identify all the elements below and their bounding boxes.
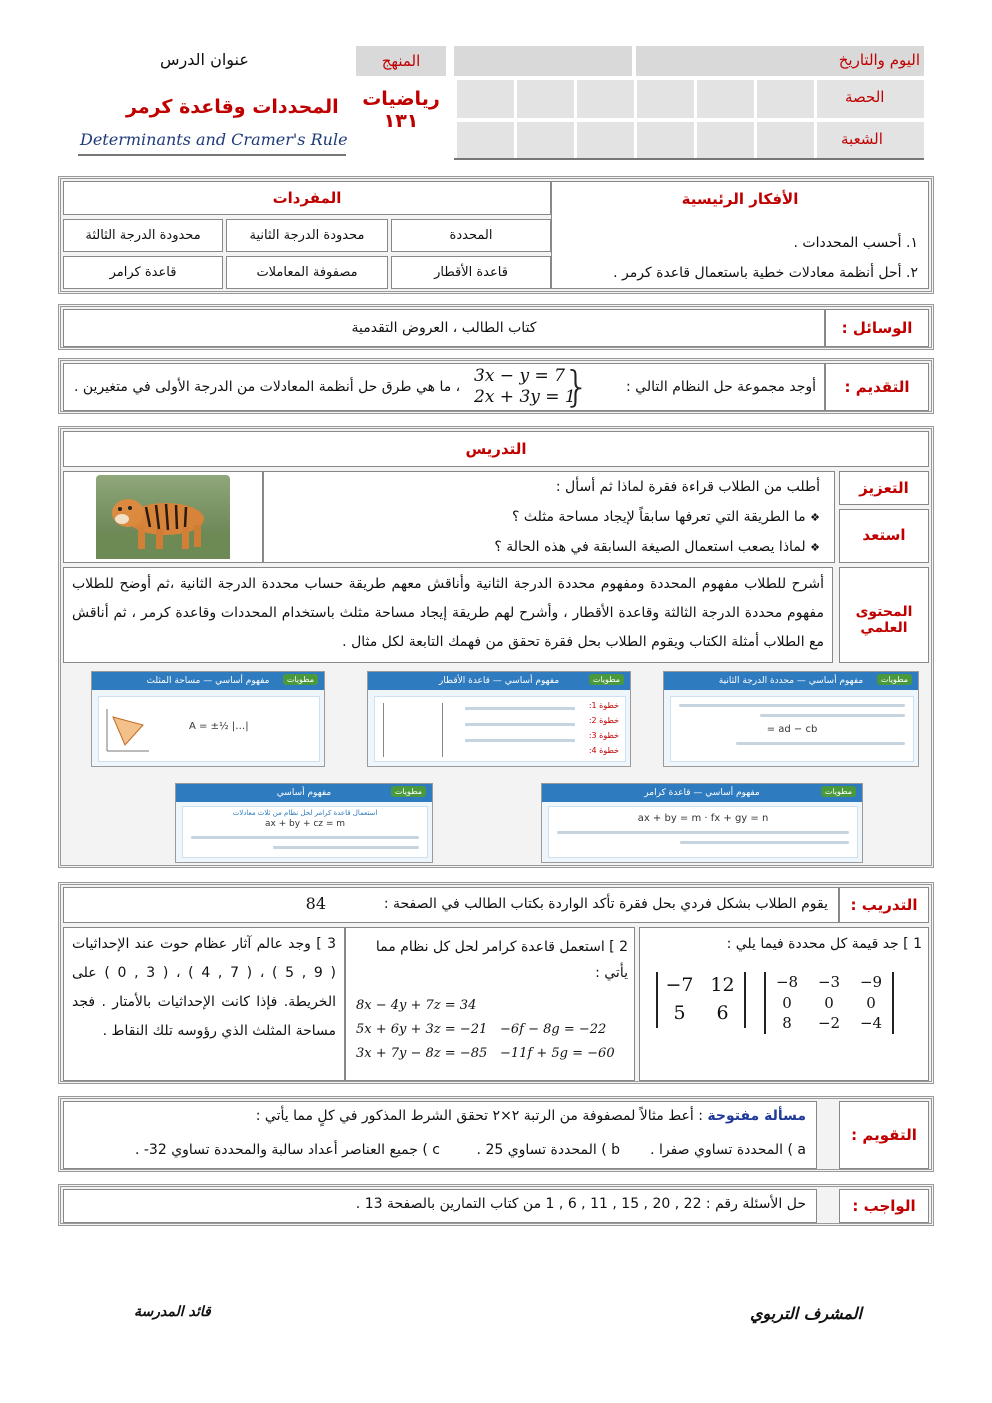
thumbnail-step: خطوة 2: — [588, 716, 619, 725]
sys-a-eq: 5x + 6y + 3z = −21 — [356, 1022, 488, 1037]
question-2-text: لماذا يصعب استعمال الصيغة السابقة في هذه الحالة ؟ — [494, 539, 806, 555]
day-date-cell — [636, 46, 924, 76]
reinforce-text-box — [263, 471, 835, 563]
content-label-box — [839, 567, 929, 663]
section-label-cell — [814, 122, 924, 158]
concept-thumbnail: مفهوم أساسي — قاعدة كرامر مطويات ax + by = m · fx + gy = n — [541, 783, 863, 863]
intro-section — [58, 358, 934, 414]
thumbnail-subtitle: استعمال قاعدة كرامر لحل نظام من ثلاث معادلات — [232, 809, 378, 817]
thumbnail-formula: A = ±½ |…| — [189, 721, 249, 732]
q1-title: 1 ] جد قيمة كل محددة فيما يلي : — [726, 936, 922, 952]
thumbnail-formula: ax + by = m · fx + gy = n — [637, 813, 769, 824]
thumbnail-title: مفهوم أساسي — [504, 676, 560, 686]
lesson-title-en: Determinants and Cramer's Rule — [80, 130, 348, 149]
tools-section — [58, 304, 934, 350]
tools-label-box — [825, 309, 929, 347]
ready-label: استعد — [862, 526, 906, 544]
homework-text: حل الأسئلة رقم : 22 , 20 , 15 , 11 , 6 , 1 من كتاب التمارين بالصفحة 13 . — [355, 1196, 806, 1212]
vocab-term: قاعدة كرامر — [63, 256, 223, 289]
thumbnail-subtitle: قاعدة كرامر — [644, 788, 691, 798]
q2-title: 2 ] استعمل قاعدة كرامر لحل كل نظام مما يأتي : — [375, 939, 628, 981]
q3-text: 3 ] وجد عالم آثار عظام حوت عند الإحداثيات ( 9 , 5 ) ، ( 7 , 4 ) ، ( 3 , 0 ) على الخريطة. فإذا كانت الإحداثيات بالأمتار . فجد مساحة المثلث الذي رؤوسه تلك النقاط . — [72, 936, 336, 1039]
open-q-text: : أعط مثالاً لمصفوفة من الرتبة ٢×٢ تحقق الشرط المذكور في كلٍ مما يأتي : — [255, 1108, 703, 1124]
concept-thumbnail: مفهوم أساسي — مساحة المثلث مطويات A = ±½ |…| — [91, 671, 325, 767]
content-label: المحتوى العلمي — [855, 604, 913, 636]
ideas-heading: الأفكار الرئيسية — [681, 190, 799, 208]
thumbnail-title: مفهوم أساسي — [276, 788, 332, 798]
question-1 — [512, 504, 820, 531]
thumbnail-tag: مطويات — [877, 674, 912, 685]
open-question — [256, 1108, 806, 1124]
det2-entry: −8 — [775, 973, 799, 991]
sys-a-eq: 8x − 4y + 7z = 34 — [356, 998, 477, 1013]
thumbnail-step: خطوة 3: — [588, 731, 619, 740]
curriculum-subject: رياضيات — [362, 88, 440, 110]
thumbnail-tag: مطويات — [283, 674, 318, 685]
det2-entry: −9 — [859, 973, 883, 991]
concept-thumbnail — [175, 783, 433, 863]
evaluation-label: التقويم : — [851, 1126, 917, 1144]
idea-number-1: ١. — [906, 235, 918, 251]
ideas-vocab-section — [58, 176, 934, 294]
det1-entry: 5 — [673, 1002, 686, 1024]
bullet-icon: ❖ — [810, 511, 820, 524]
eval-item-a: a ) المحددة تساوي صفرا . — [650, 1142, 806, 1158]
tiger-image-box — [63, 471, 263, 563]
vocab-heading: المفردات — [272, 189, 342, 207]
idea-item-2 — [613, 260, 918, 287]
vocab-term: محدودة الدرجة الثانية — [226, 219, 388, 252]
thumbnail-tag: مطويات — [821, 786, 856, 797]
open-q-label: مسألة مفتوحة — [707, 1108, 806, 1124]
idea-text-1: أحسب المحددات . — [793, 235, 902, 251]
vocab-box — [63, 181, 551, 215]
intro-eq-2: 2x + 3y = 1 — [474, 387, 576, 407]
intro-text-before: أوجد مجموعة حل النظام التالي : — [626, 379, 816, 395]
thumbnail-formula: ax + by + cz = m — [264, 819, 346, 829]
homework-text-box — [63, 1189, 817, 1223]
reinforce-label: التعزيز — [859, 479, 909, 497]
supervisor-signature: المشرف التربوي — [749, 1304, 862, 1323]
practice-text: يقوم الطلاب بشكل فردي بحل فقرة تأكد الواردة بكتاب الطالب في الصفحة : — [383, 896, 828, 912]
teaching-heading-box — [63, 431, 929, 467]
thumbnail-title: مفهوم أساسي — [705, 788, 760, 798]
idea-number-2: ٢. — [906, 265, 918, 281]
homework-section — [58, 1184, 934, 1226]
question-1-text: ما الطريقة التي تعرفها سابقاً لإيجاد مساحة مثلث ؟ — [512, 509, 806, 525]
thumbnail-title: مفهوم أساسي — [215, 676, 270, 686]
sys-b-eq: −6f − 8g = −22 — [500, 1022, 607, 1037]
vocab-term: محدودة الدرجة الثالثة — [63, 219, 223, 252]
det1-entry: 6 — [716, 1002, 729, 1024]
idea-text-2: أحل أنظمة معادلات خطية باستعمال قاعدة كرمر . — [613, 265, 902, 281]
title-underline — [78, 154, 346, 156]
sys-a-eq: 3x + 7y − 8z = −85 — [356, 1046, 488, 1061]
thumbnail-step: خطوة 4: — [588, 746, 619, 755]
section-label: الشعبة — [841, 130, 883, 148]
det2-entry: 0 — [824, 993, 834, 1012]
header — [60, 44, 924, 160]
ready-label-box — [839, 509, 929, 563]
thumbnail-tag: مطويات — [391, 786, 426, 797]
ideas-box — [551, 181, 929, 289]
evaluation-label-box — [839, 1101, 929, 1169]
tools-label: الوسائل : — [841, 319, 913, 337]
det1-entry: 12 — [710, 974, 735, 996]
thumbnail-formula: = ad − cb — [766, 724, 818, 735]
teaching-section — [58, 426, 934, 868]
determinant-3x3 — [764, 972, 894, 1034]
concept-thumbnail: مفهوم أساسي — محددة الدرجة الثانية مطويات = ad − cb — [663, 671, 919, 767]
question-2 — [494, 534, 820, 561]
thumbnail-subtitle: مساحة المثلث — [146, 676, 201, 686]
practice-page: 84 — [305, 894, 326, 913]
thumbnail-title: مفهوم أساسي — [808, 676, 864, 686]
thumbnail-step: خطوة 1: — [588, 701, 619, 710]
tools-text-box — [63, 309, 825, 347]
period-row — [454, 80, 924, 118]
intro-eq-1: 3x − y = 7 — [474, 366, 565, 386]
day-date-label: اليوم والتاريخ — [838, 51, 920, 69]
practice-label: التدريب : — [850, 896, 918, 914]
tiger-image — [96, 475, 230, 559]
vocab-grid — [63, 219, 551, 289]
system-a — [356, 994, 487, 1066]
question-1-box — [639, 927, 929, 1081]
intro-system — [474, 366, 584, 408]
homework-label: الواجب : — [852, 1197, 916, 1215]
vocab-term: قاعدة الأقطار — [391, 256, 551, 289]
practice-label-box — [839, 887, 929, 923]
question-3-box — [63, 927, 345, 1081]
system-b — [500, 1018, 615, 1066]
curriculum-label: المنهج — [381, 52, 421, 70]
curriculum-value — [356, 88, 446, 132]
det2-entry: 0 — [782, 993, 792, 1012]
eval-item-b: b ) المحددة تساوي 25 . — [476, 1142, 620, 1158]
lesson-title-label: عنوان الدرس — [160, 50, 249, 69]
bullet-icon: ❖ — [810, 541, 820, 554]
reinforce-text: أطلب من الطلاب قراءة فقرة لماذا ثم أسأل : — [555, 479, 820, 495]
vocab-term: المحددة — [391, 219, 551, 252]
det2-entry: −2 — [817, 1014, 841, 1033]
thumbnail-subtitle: محددة الدرجة الثانية — [718, 676, 795, 686]
tools-text: كتاب الطالب ، العروض التقدمية — [351, 320, 537, 336]
det2-entry: 0 — [866, 993, 876, 1012]
practice-text-box — [63, 887, 839, 923]
sys-b-eq: −11f + 5g = −60 — [500, 1046, 615, 1061]
evaluation-text-box — [63, 1101, 817, 1169]
content-text: أشرح للطلاب مفهوم المحددة ومفهوم محددة الدرجة الثانية وأناقش معهم طريقة حساب محددة الدرجة الثانية ،ثم أوضح للطلاب مفهوم محددة الدرجة الثالثة وقاعدة الأقطار ، وأشرح لهم طريقة إيجاد مساحة مثلث باستخدام المحددات وقاعدة كرمر ، ثم أناقش مع الطلاب أمثلة الكتاب ويقوم الطلاب بحل فقرة تحقق من فهمك التابعة لكل مثال . — [72, 576, 824, 650]
det2-entry: −4 — [859, 1014, 883, 1033]
det2-entry: −3 — [817, 973, 841, 991]
evaluation-section — [58, 1096, 934, 1172]
lesson-title-ar: المحددات وقاعدة كرمر — [126, 96, 339, 118]
thumbnail-subtitle: قاعدة الأقطار — [438, 676, 490, 686]
section-row — [454, 122, 924, 160]
system-brace: { — [563, 362, 590, 411]
intro-text-box — [63, 363, 825, 411]
intro-label: التقديم : — [844, 378, 910, 396]
homework-label-box — [839, 1189, 929, 1223]
det2-entry: 8 — [782, 1014, 792, 1033]
reinforce-label-box — [839, 471, 929, 505]
period-label-cell — [814, 80, 924, 118]
determinant-2x2 — [656, 972, 746, 1028]
idea-item-1 — [793, 230, 918, 257]
intro-text-after: ، ما هي طرق حل أنظمة المعادلات من الدرجة الأولى في متغيرين . — [74, 379, 461, 395]
triangle-figure-icon — [103, 705, 153, 755]
intro-label-box — [825, 363, 929, 411]
thumbnail-tag: مطويات — [589, 674, 624, 685]
period-label: الحصة — [845, 88, 885, 106]
principal-signature: قائد المدرسة — [134, 1304, 211, 1320]
practice-section — [58, 882, 934, 1084]
vocab-term: مصفوفة المعاملات — [226, 256, 388, 289]
question-2-box — [345, 927, 635, 1081]
teaching-heading: التدريس — [465, 440, 527, 458]
eval-item-c: c ) جميع العناصر أعداد سالبة والمحددة تساوي 32- . — [134, 1142, 440, 1158]
curriculum-label-cell — [356, 46, 446, 76]
content-text-box — [63, 567, 833, 663]
curriculum-code: ١٣١ — [383, 110, 419, 132]
det1-entry: −7 — [665, 974, 694, 996]
date-blank — [454, 46, 632, 76]
concept-thumbnail: مفهوم أساسي — قاعدة الأقطار مطويات خطوة 1: خطوة 2: خطوة 3: خطوة 4: — [367, 671, 631, 767]
